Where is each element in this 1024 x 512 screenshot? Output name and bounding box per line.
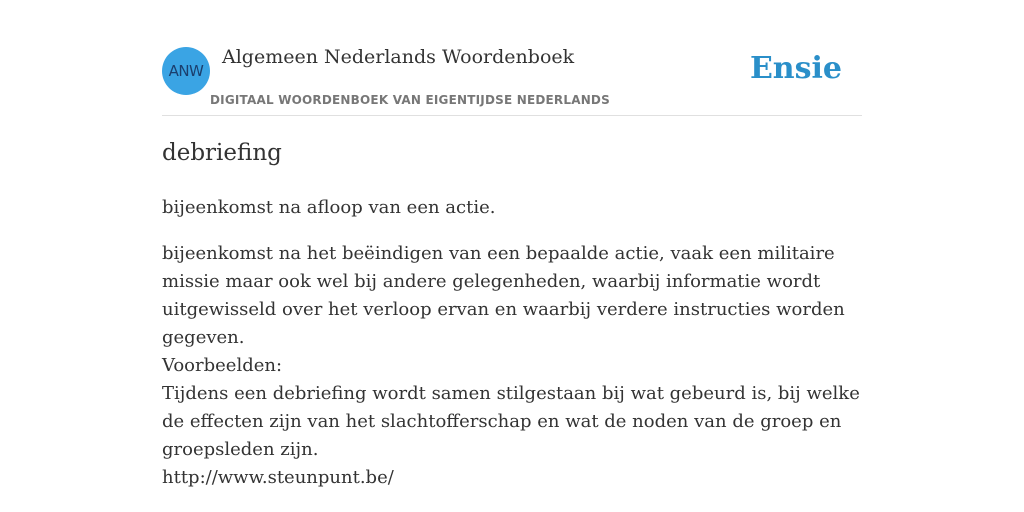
source-title: Algemeen Nederlands Woordenboek (222, 46, 575, 68)
example-text: Tijdens een debriefing wordt samen stilgestaan bij wat gebeurd is, bij welke de effecten zijn van het slachtofferschap en wat de noden van de groep en groepsleden zijn. (162, 383, 860, 460)
ensie-logo[interactable]: Ensie (749, 51, 842, 86)
short-definition: bijeenkomst na afloop van een actie. (162, 197, 496, 218)
source-subtitle: DIGITAAL WOORDENBOEK VAN EIGENTIJDSE NEDERLANDS (210, 93, 610, 107)
long-definition: bijeenkomst na het beëindigen van een bepaalde actie, vaak een militaire missie maar ook wel bij andere gelegenheden, waarbij informatie wordt uitgewisseld over het verloop ervan en waarbij verdere instructies worden gegeven. (162, 243, 845, 348)
anw-logo: ANW (162, 47, 210, 95)
examples-label: Voorbeelden: (162, 355, 283, 376)
examples-section (162, 352, 862, 492)
header-divider (162, 115, 862, 116)
example-source: http://www.steunpunt.be/ (162, 467, 394, 488)
entry-headword: debriefing (162, 140, 282, 166)
